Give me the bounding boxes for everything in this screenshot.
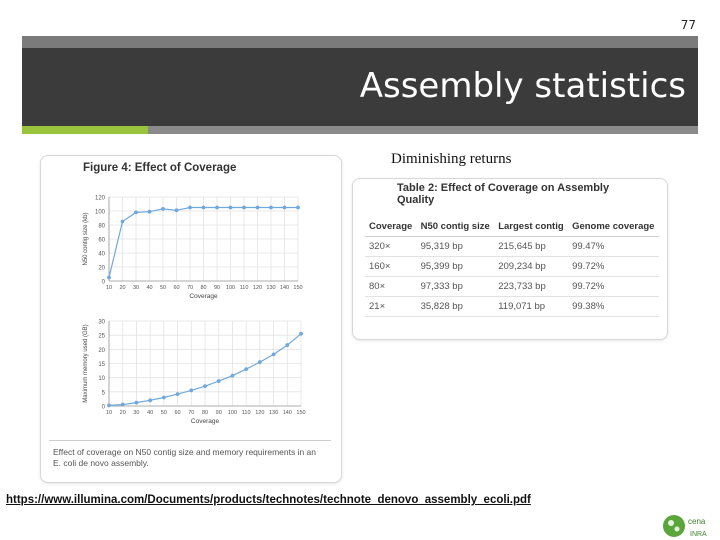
coverage-table xyxy=(365,217,659,317)
logo-text: cena xyxy=(688,517,706,526)
x-tick-label: 100 xyxy=(227,410,238,416)
data-point xyxy=(148,210,152,214)
data-point xyxy=(231,374,235,378)
x-tick-label: 130 xyxy=(266,285,276,291)
table-cell: 320× xyxy=(365,237,417,257)
y-tick-label: 100 xyxy=(94,209,105,216)
x-tick-label: 60 xyxy=(173,285,180,291)
data-point xyxy=(107,404,111,408)
table-cell: 21× xyxy=(365,297,417,317)
data-point xyxy=(203,384,207,388)
data-point xyxy=(134,211,138,215)
cena-logo xyxy=(662,512,718,540)
y-tick-label: 0 xyxy=(101,279,105,286)
x-tick-label: 70 xyxy=(188,410,195,416)
table-cell: 119,071 bp xyxy=(494,297,568,317)
x-axis-label: Coverage xyxy=(189,293,218,300)
y-tick-label: 60 xyxy=(98,237,105,244)
y-tick-label: 80 xyxy=(98,223,105,230)
accent-divider xyxy=(22,126,698,134)
table-cell: 97,333 bp xyxy=(417,277,495,297)
data-point xyxy=(296,206,300,210)
slide-subtitle: Diminishing returns xyxy=(391,151,512,167)
x-tick-label: 140 xyxy=(279,285,290,291)
x-tick-label: 80 xyxy=(201,410,209,416)
x-tick-label: 80 xyxy=(200,285,207,291)
x-tick-label: 100 xyxy=(225,285,236,291)
data-point xyxy=(258,360,262,364)
y-tick-label: 40 xyxy=(98,251,105,258)
table-header-row xyxy=(365,217,659,237)
table-title: Table 2: Effect of Coverage on Assembly Quality xyxy=(397,182,610,206)
y-tick-label: 25 xyxy=(98,333,105,340)
x-tick-label: 60 xyxy=(174,410,181,416)
data-point xyxy=(283,206,287,210)
memory-chart xyxy=(41,314,341,442)
table-cell: 99.72% xyxy=(568,277,659,297)
x-tick-label: 150 xyxy=(293,285,303,291)
title-bar xyxy=(22,48,698,126)
header-top-strip xyxy=(22,36,698,48)
x-tick-label: 10 xyxy=(105,410,113,416)
y-tick-label: 20 xyxy=(98,265,105,272)
data-point xyxy=(135,401,139,405)
data-point xyxy=(162,396,166,400)
figure-title: Figure 4: Effect of Coverage xyxy=(83,162,237,174)
x-tick-label: 70 xyxy=(186,285,194,291)
accent-green-bar xyxy=(22,126,148,134)
table-cell: 95,399 bp xyxy=(417,257,495,277)
y-tick-label: 0 xyxy=(101,404,105,411)
data-point xyxy=(215,206,219,210)
logo-subtext: INRA xyxy=(690,531,707,538)
y-axis-label: Maximum memory used (GB) xyxy=(83,324,89,403)
figure-card xyxy=(40,155,342,483)
y-axis-label: N50 contig size (kb) xyxy=(83,212,89,266)
x-tick-label: 120 xyxy=(252,285,263,291)
data-point xyxy=(189,389,193,393)
table-cell: 99.72% xyxy=(568,257,659,277)
data-point xyxy=(299,332,303,336)
n50-chart xyxy=(41,176,341,316)
data-point xyxy=(202,206,206,210)
table-cell: 99.38% xyxy=(568,297,659,317)
table-cell: 35,828 bp xyxy=(417,297,495,317)
figure-caption: Effect of coverage on N50 contig size and memory requirements in an E. coli de novo assembly. xyxy=(53,447,317,468)
slide-title: Assembly statistics xyxy=(359,66,686,106)
y-tick-label: 120 xyxy=(94,195,105,202)
table-row xyxy=(365,257,659,277)
figure-caption-box xyxy=(49,440,331,469)
accent-gray-bar xyxy=(148,126,698,134)
x-tick-label: 90 xyxy=(213,285,221,291)
y-tick-label: 30 xyxy=(98,319,105,326)
data-point xyxy=(121,403,125,407)
data-point xyxy=(161,207,165,211)
data-point xyxy=(269,206,273,210)
data-point xyxy=(175,208,179,212)
data-point xyxy=(229,206,233,210)
table-cell: 160× xyxy=(365,257,417,277)
x-tick-label: 150 xyxy=(296,410,306,416)
x-tick-label: 30 xyxy=(133,410,140,416)
x-tick-label: 90 xyxy=(215,410,222,416)
x-tick-label: 20 xyxy=(119,410,126,416)
data-point xyxy=(148,398,152,402)
x-tick-label: 10 xyxy=(105,285,113,291)
data-point xyxy=(188,206,192,210)
x-tick-label: 50 xyxy=(159,285,167,291)
data-point xyxy=(121,220,125,224)
x-tick-label: 50 xyxy=(160,410,167,416)
data-point xyxy=(176,392,180,396)
x-tick-label: 30 xyxy=(132,285,140,291)
data-point xyxy=(256,206,260,210)
table-cell: 215,645 bp xyxy=(494,237,568,257)
source-link[interactable]: https://www.illumina.com/Documents/products/technotes/technote_denovo_assembly_ecoli.pdf xyxy=(6,494,531,506)
table-row xyxy=(365,297,659,317)
x-tick-label: 110 xyxy=(241,410,251,416)
table-header-cell: Genome coverage xyxy=(568,217,659,237)
table-cell: 209,234 bp xyxy=(494,257,568,277)
y-tick-label: 5 xyxy=(101,390,105,397)
x-tick-label: 130 xyxy=(268,410,279,416)
table-row xyxy=(365,237,659,257)
table-header-cell: Coverage xyxy=(365,217,417,237)
table-cell: 223,733 bp xyxy=(494,277,568,297)
table-row xyxy=(365,277,659,297)
table-cell: 80× xyxy=(365,277,417,297)
x-tick-label: 110 xyxy=(239,285,249,291)
x-tick-label: 140 xyxy=(282,410,292,416)
x-tick-label: 40 xyxy=(146,285,153,291)
y-tick-label: 15 xyxy=(98,362,105,368)
y-tick-label: 10 xyxy=(98,376,105,383)
x-tick-label: 20 xyxy=(119,285,126,291)
table-header-cell: Largest contig xyxy=(494,217,568,237)
table-cell: 95,319 bp xyxy=(417,237,495,257)
data-point xyxy=(272,353,276,357)
x-tick-label: 120 xyxy=(255,410,265,416)
table-header-cell: N50 contig size xyxy=(417,217,495,237)
page-number: 77 xyxy=(680,18,696,32)
data-point xyxy=(217,379,221,383)
data-point xyxy=(107,276,111,280)
x-tick-label: 40 xyxy=(147,410,154,416)
table-card xyxy=(352,178,668,340)
y-tick-label: 20 xyxy=(98,347,105,354)
data-point xyxy=(242,206,246,210)
table-cell: 99.47% xyxy=(568,237,659,257)
data-point xyxy=(244,367,248,371)
x-axis-label: Coverage xyxy=(190,418,220,425)
data-point xyxy=(285,343,289,347)
